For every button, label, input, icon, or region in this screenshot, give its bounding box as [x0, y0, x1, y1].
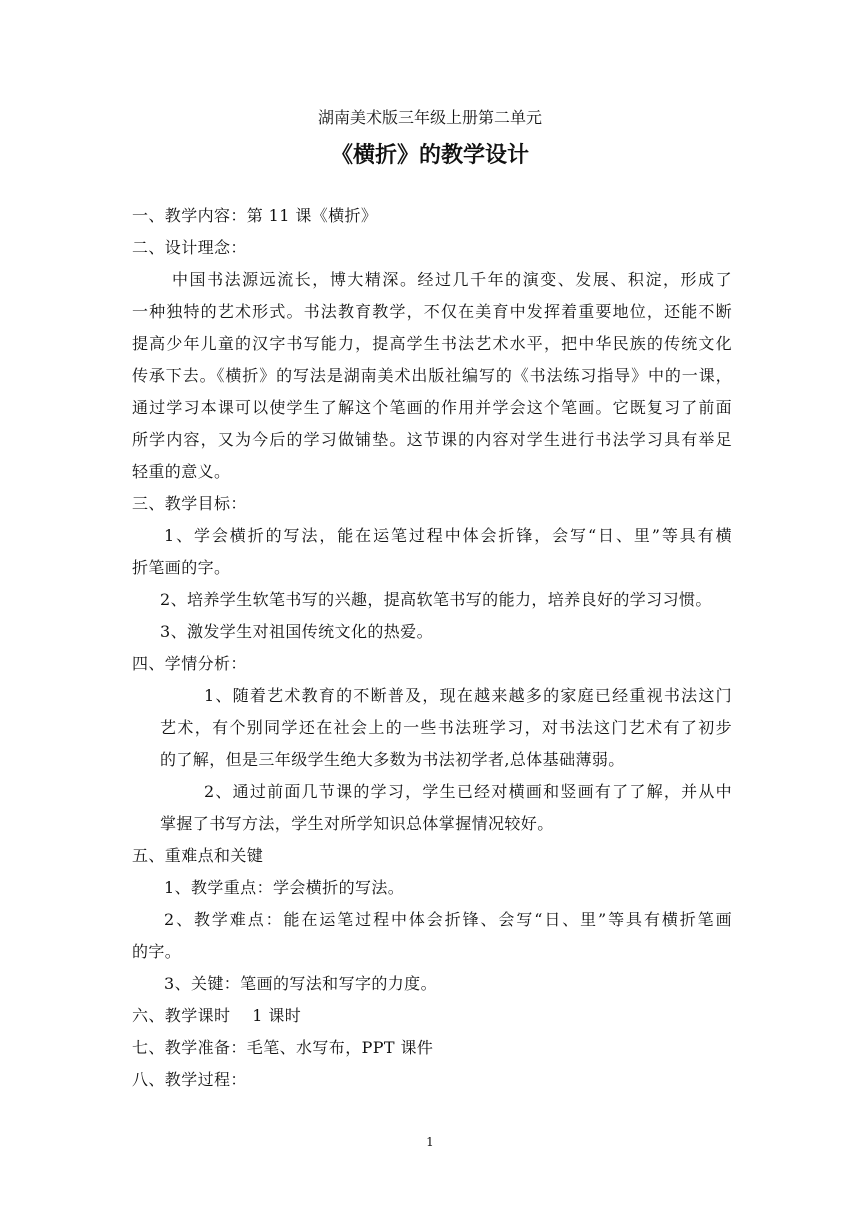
objective-line: 2、培养学生软笔书写的兴趣，提高软笔书写的能力，培养良好的学习习惯。: [160, 590, 712, 609]
analysis-line: 2、通过前面几节课的学习，学生已经对横画和竖画有了了解，并从中: [204, 782, 732, 801]
section-heading-key-points: 五、重难点和关键: [132, 846, 264, 865]
document-title: 《横折》的教学设计: [330, 143, 529, 168]
objective-line: 3、激发学生对祖国传统文化的热爱。: [160, 622, 433, 641]
section-heading-objectives: 三、教学目标：: [132, 494, 247, 513]
section-heading-preparation: 七、教学准备：毛笔、水写布，PPT 课件: [132, 1038, 434, 1057]
analysis-line: 1、随着艺术教育的不断普及，现在越来越多的家庭已经重视书法这门: [204, 686, 732, 705]
key-point-line: 3、关键：笔画的写法和写字的力度。: [164, 974, 437, 993]
analysis-line: 艺术，有个别同学还在社会上的一些书法班学习，对书法这门艺术有了初步: [160, 718, 732, 737]
section-heading-process: 八、教学过程：: [132, 1070, 247, 1089]
analysis-line: 掌握了书写方法，学生对所学知识总体掌握情况较好。: [160, 814, 554, 833]
paragraph-line: 所学内容，又为今后的学习做铺垫。这节课的内容对学生进行书法学习具有举足: [132, 430, 732, 449]
section-heading-analysis: 四、学情分析：: [132, 654, 247, 673]
objective-line: 1、学会横折的写法，能在运笔过程中体会折锋，会写“日、里”等具有横: [164, 526, 732, 545]
key-point-line: 2、教学难点：能在运笔过程中体会折锋、会写“日、里”等具有横折笔画: [164, 910, 732, 929]
section-heading-concept: 二、设计理念：: [132, 238, 247, 257]
paragraph-line: 轻重的意义。: [132, 462, 231, 481]
section-heading-periods: 六、教学课时 1 课时: [132, 1006, 302, 1025]
section-heading-content: 一、教学内容：第 11 课《横折》: [132, 206, 378, 225]
page-number: 1: [426, 1135, 434, 1149]
key-point-line: 1、教学重点：学会横折的写法。: [164, 878, 405, 897]
objective-line: 折笔画的字。: [132, 558, 231, 577]
paragraph-line: 提高少年儿童的汉字书写能力，提高学生书法艺术水平，把中华民族的传统文化: [132, 334, 732, 353]
paragraph-line: 中国书法源远流长，博大精深。经过几千年的演变、发展、积淀，形成了: [172, 270, 732, 289]
analysis-line: 的了解，但是三年级学生绝大多数为书法初学者,总体基础薄弱。: [160, 750, 625, 769]
paragraph-line: 通过学习本课可以使学生了解这个笔画的作用并学会这个笔画。它既复习了前面: [132, 398, 732, 417]
key-point-line: 的字。: [132, 942, 182, 961]
paragraph-line: 一种独特的艺术形式。书法教育教学，不仅在美育中发挥着重要地位，还能不断: [132, 302, 732, 321]
paragraph-line: 传承下去。《横折》的写法是湖南美术出版社编写的《书法练习指导》中的一课，: [132, 366, 732, 385]
document-subtitle: 湖南美术版三年级上册第二单元: [317, 108, 542, 127]
